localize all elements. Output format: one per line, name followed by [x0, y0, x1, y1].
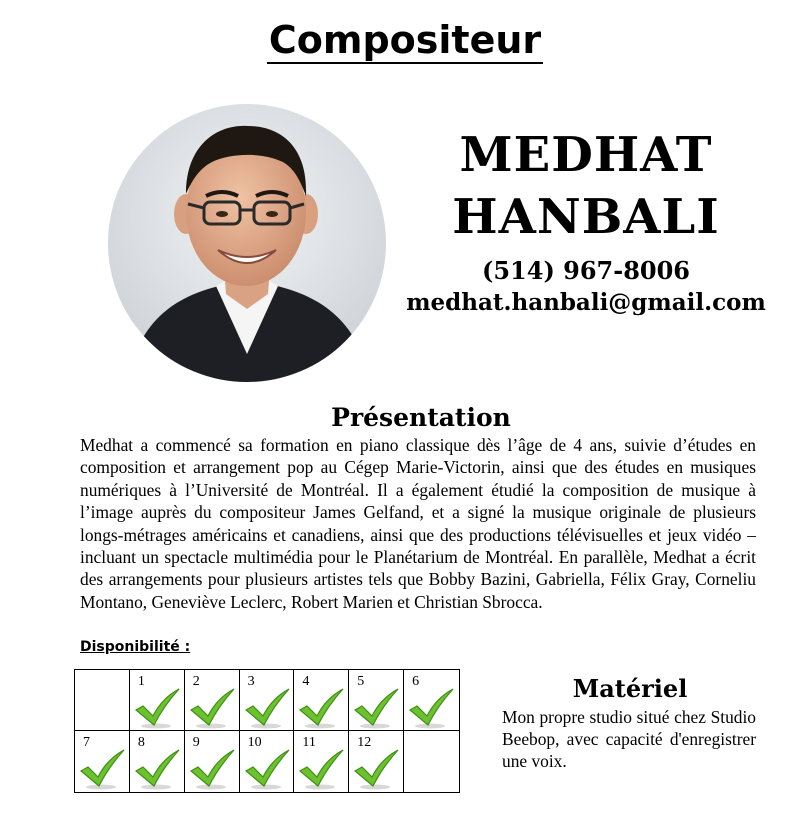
calendar-cell — [75, 731, 130, 792]
checkmark-icon — [353, 688, 399, 730]
checkmark-icon — [134, 688, 180, 730]
calendar-cell — [75, 670, 130, 731]
calendar-cell — [185, 731, 240, 792]
presentation-heading: Présentation — [331, 403, 511, 432]
calendar-day-number: 10 — [247, 735, 262, 750]
checkmark-icon — [189, 688, 235, 730]
calendar-day-number: 2 — [192, 674, 200, 689]
materiel-text: Mon propre studio situé chez Studio Beebop, avec capacité d'enregistrer une voix. — [502, 707, 756, 771]
name-last: HANBALI — [452, 189, 720, 245]
calendar-day-number: 12 — [357, 735, 372, 750]
calendar-cell — [185, 670, 240, 731]
name-first: MEDHAT — [459, 127, 713, 183]
calendar-cell — [240, 670, 295, 731]
presentation-text: Medhat a commencé sa formation en piano classique dès l’âge de 4 ans, suivie d’études en composition et arrangement pop au Cégep Marie-Victorin, ainsi que des études en musiques numériques à l’Université de Montréal. Il a également étudié la composition de musique à l’image auprès du compositeur James Gelfand, et a signé la musique originale de plusieurs longs-métrages américains et canadiens, ainsi que des productions télévisuelles et jeux vidéo – incluant un spectacle multimédia pour le Planétarium de Montréal. En parallèle, Medhat a écrit des arrangements pour plusieurs artistes tels que Bobby Bazini, Gabriella, Félix Gray, Corneliu Montano, Geneviève Leclerc, Robert Marien et Christian Sbrocca. — [80, 435, 756, 612]
calendar-day-number: 5 — [357, 674, 365, 689]
email-address: medhat.hanbali@gmail.com — [406, 289, 766, 316]
availability-label: Disponibilité : — [80, 639, 191, 655]
calendar-cell — [294, 731, 349, 792]
calendar-cell — [130, 731, 185, 792]
calendar-day-number: 8 — [137, 735, 145, 750]
document-title — [0, 14, 800, 66]
checkmark-icon — [244, 749, 290, 791]
contact-block — [398, 124, 774, 320]
checkmark-icon — [79, 749, 125, 791]
checkmark-icon — [353, 749, 399, 791]
profile-photo — [108, 104, 386, 382]
calendar-day-number: 1 — [137, 674, 145, 689]
checkmark-icon — [244, 688, 290, 730]
checkmark-icon — [134, 749, 180, 791]
calendar-day-number: 11 — [302, 735, 316, 750]
calendar-cell — [404, 731, 459, 792]
document-title-text: Compositeur — [268, 18, 542, 62]
calendar-day-number: 6 — [412, 674, 420, 689]
availability-calendar — [74, 669, 460, 793]
checkmark-icon — [408, 688, 454, 730]
calendar-cell — [294, 670, 349, 731]
profile-photo-illustration — [108, 104, 386, 382]
calendar-day-number: 7 — [83, 735, 90, 750]
phone-number: (514) 967-8006 — [481, 256, 691, 285]
calendar-day-number: 4 — [302, 674, 310, 689]
calendar-day-number: 3 — [247, 674, 255, 689]
calendar-cell — [349, 731, 404, 792]
calendar-day-number: 9 — [192, 735, 200, 750]
materiel-heading: Matériel — [572, 674, 688, 703]
calendar-cell — [349, 670, 404, 731]
checkmark-icon — [298, 688, 344, 730]
checkmark-icon — [298, 749, 344, 791]
calendar-cell — [404, 670, 459, 731]
calendar-cell — [130, 670, 185, 731]
checkmark-icon — [189, 749, 235, 791]
calendar-cell — [240, 731, 295, 792]
